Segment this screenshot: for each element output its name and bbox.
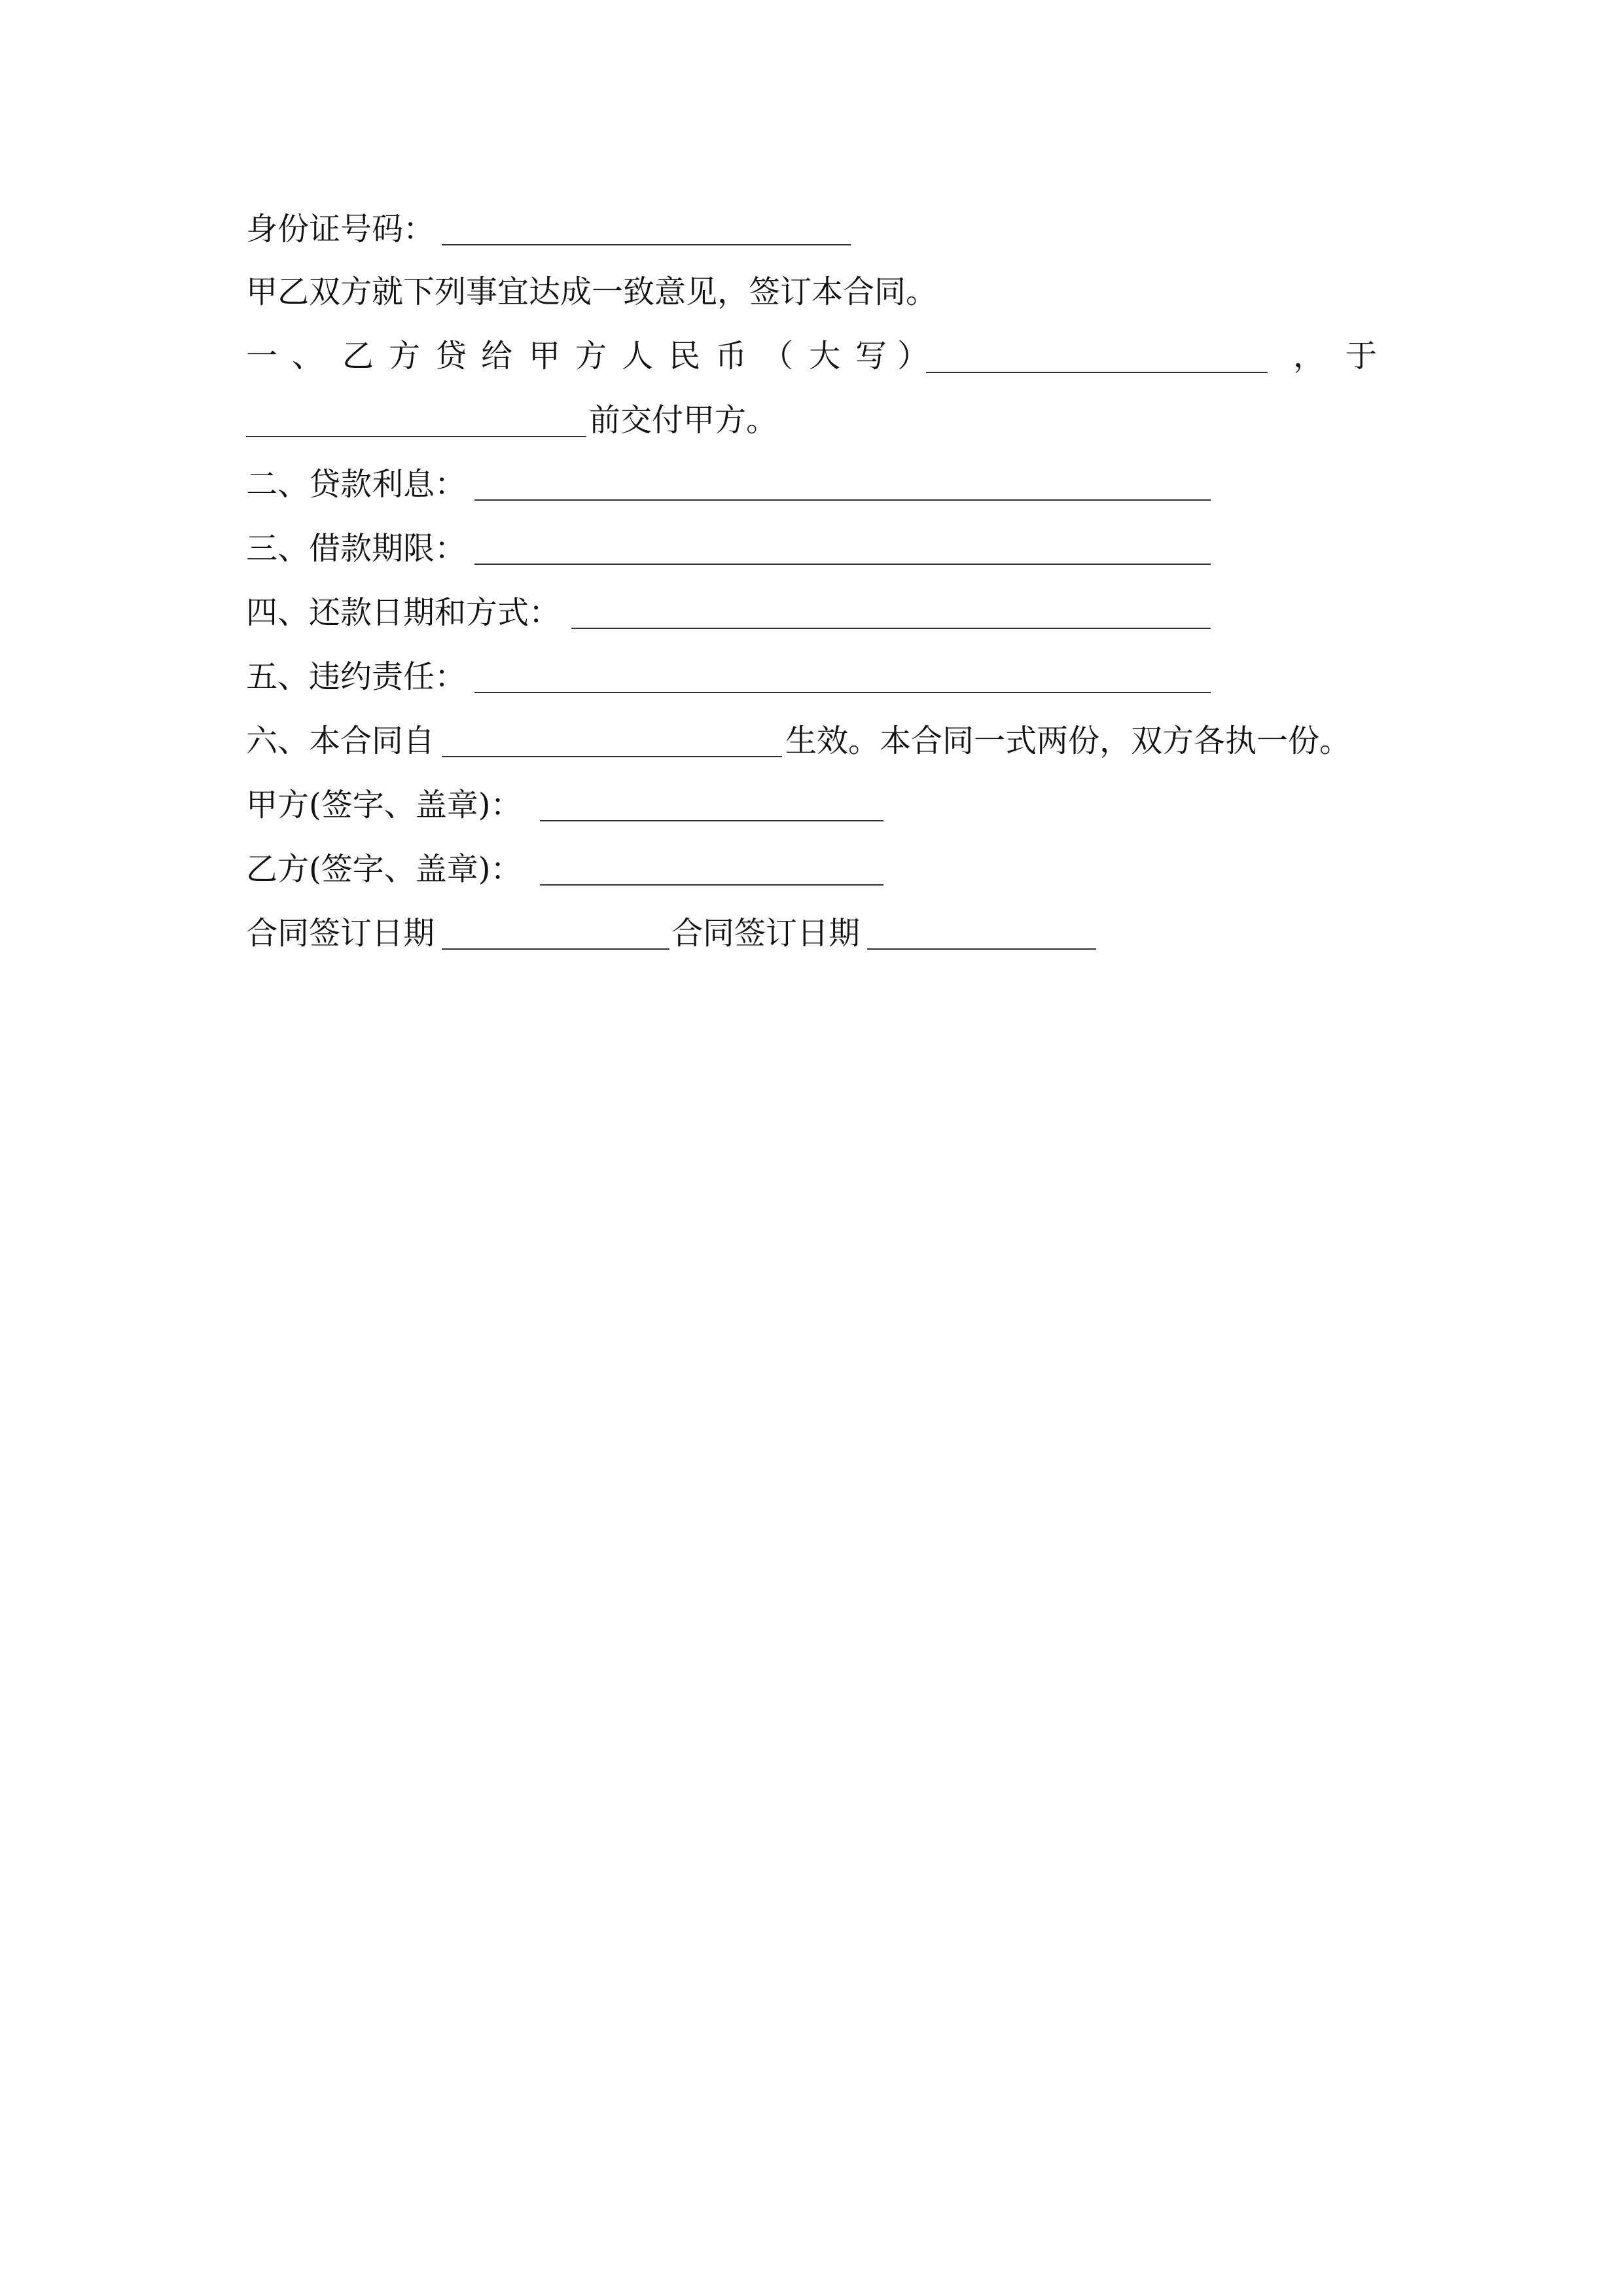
sign-date-row-2	[671, 910, 860, 957]
clause-3-row	[246, 525, 466, 572]
clause-3-label: 三、借款期限：	[246, 530, 467, 567]
loan-term-field[interactable]	[474, 564, 1211, 565]
clause-1-char: 人	[622, 338, 654, 374]
clause-6-prefix: 六、本合同自	[246, 723, 435, 759]
clause-6-suffix-row	[785, 717, 1351, 764]
clause-1-char: 贷	[435, 338, 467, 374]
clause-1-comma: ，	[1293, 338, 1325, 374]
clause-1-char: 写	[855, 338, 887, 374]
party-b-row	[246, 846, 522, 893]
clause-5-row	[246, 653, 466, 700]
loan-interest-field[interactable]	[474, 499, 1211, 501]
clause-1-yu: 于	[1346, 338, 1378, 374]
clause-1-char: 民	[669, 338, 701, 374]
clause-1-char: 给	[481, 338, 513, 374]
sign-date-label-1: 合同签订日期	[246, 915, 435, 952]
id-number-field[interactable]	[442, 244, 851, 245]
clause-1-char: 一	[246, 338, 278, 374]
clause-5-label: 五、违约责任：	[246, 658, 467, 695]
party-b-label: 乙方(签字、盖章)：	[246, 851, 522, 888]
party-a-row	[246, 781, 522, 829]
sign-date-field-2[interactable]	[867, 948, 1096, 950]
clause-1-char: 大	[809, 338, 841, 374]
effective-date-field[interactable]	[442, 756, 782, 757]
clause-4-row	[246, 589, 560, 636]
clause-1-char: 、	[292, 338, 324, 374]
clause-1-char: ）	[897, 338, 929, 374]
clause-6-suffix: 生效。本合同一式两份，双方各执一份。	[785, 723, 1351, 759]
breach-liability-field[interactable]	[474, 692, 1211, 693]
intro-text: 甲乙双方就下列事宜达成一致意见，签订本合同。	[246, 274, 938, 310]
clause-4-label: 四、还款日期和方式：	[246, 594, 561, 631]
clause-2-label: 二、贷款利息：	[246, 466, 467, 503]
id-number-label: 身份证号码：	[246, 211, 435, 247]
sign-date-field-1[interactable]	[442, 948, 669, 950]
sign-date-label-2: 合同签订日期	[671, 915, 861, 952]
clause-1-continuation: 前交付甲方。	[589, 402, 778, 439]
clause-1-char: （	[762, 338, 794, 374]
clause-6-row	[246, 717, 435, 764]
repayment-date-method-field[interactable]	[571, 628, 1211, 629]
clause-2-row	[246, 461, 466, 508]
clause-1-continuation-row	[589, 397, 777, 444]
clause-1-char: 方	[575, 338, 607, 374]
delivery-date-field[interactable]	[246, 436, 586, 437]
party-b-signature-field[interactable]	[540, 884, 883, 886]
party-a-label: 甲方(签字、盖章)：	[246, 787, 522, 823]
sign-date-row	[246, 910, 435, 957]
party-a-signature-field[interactable]	[540, 820, 883, 821]
clause-1-char: 甲	[529, 338, 561, 374]
loan-amount-field[interactable]	[926, 372, 1268, 373]
clause-1-char: 方	[389, 338, 421, 374]
intro-paragraph	[246, 268, 937, 315]
clause-1-char: 币	[715, 338, 747, 374]
id-number-row	[246, 206, 435, 253]
clause-1-char: 乙	[342, 338, 374, 374]
